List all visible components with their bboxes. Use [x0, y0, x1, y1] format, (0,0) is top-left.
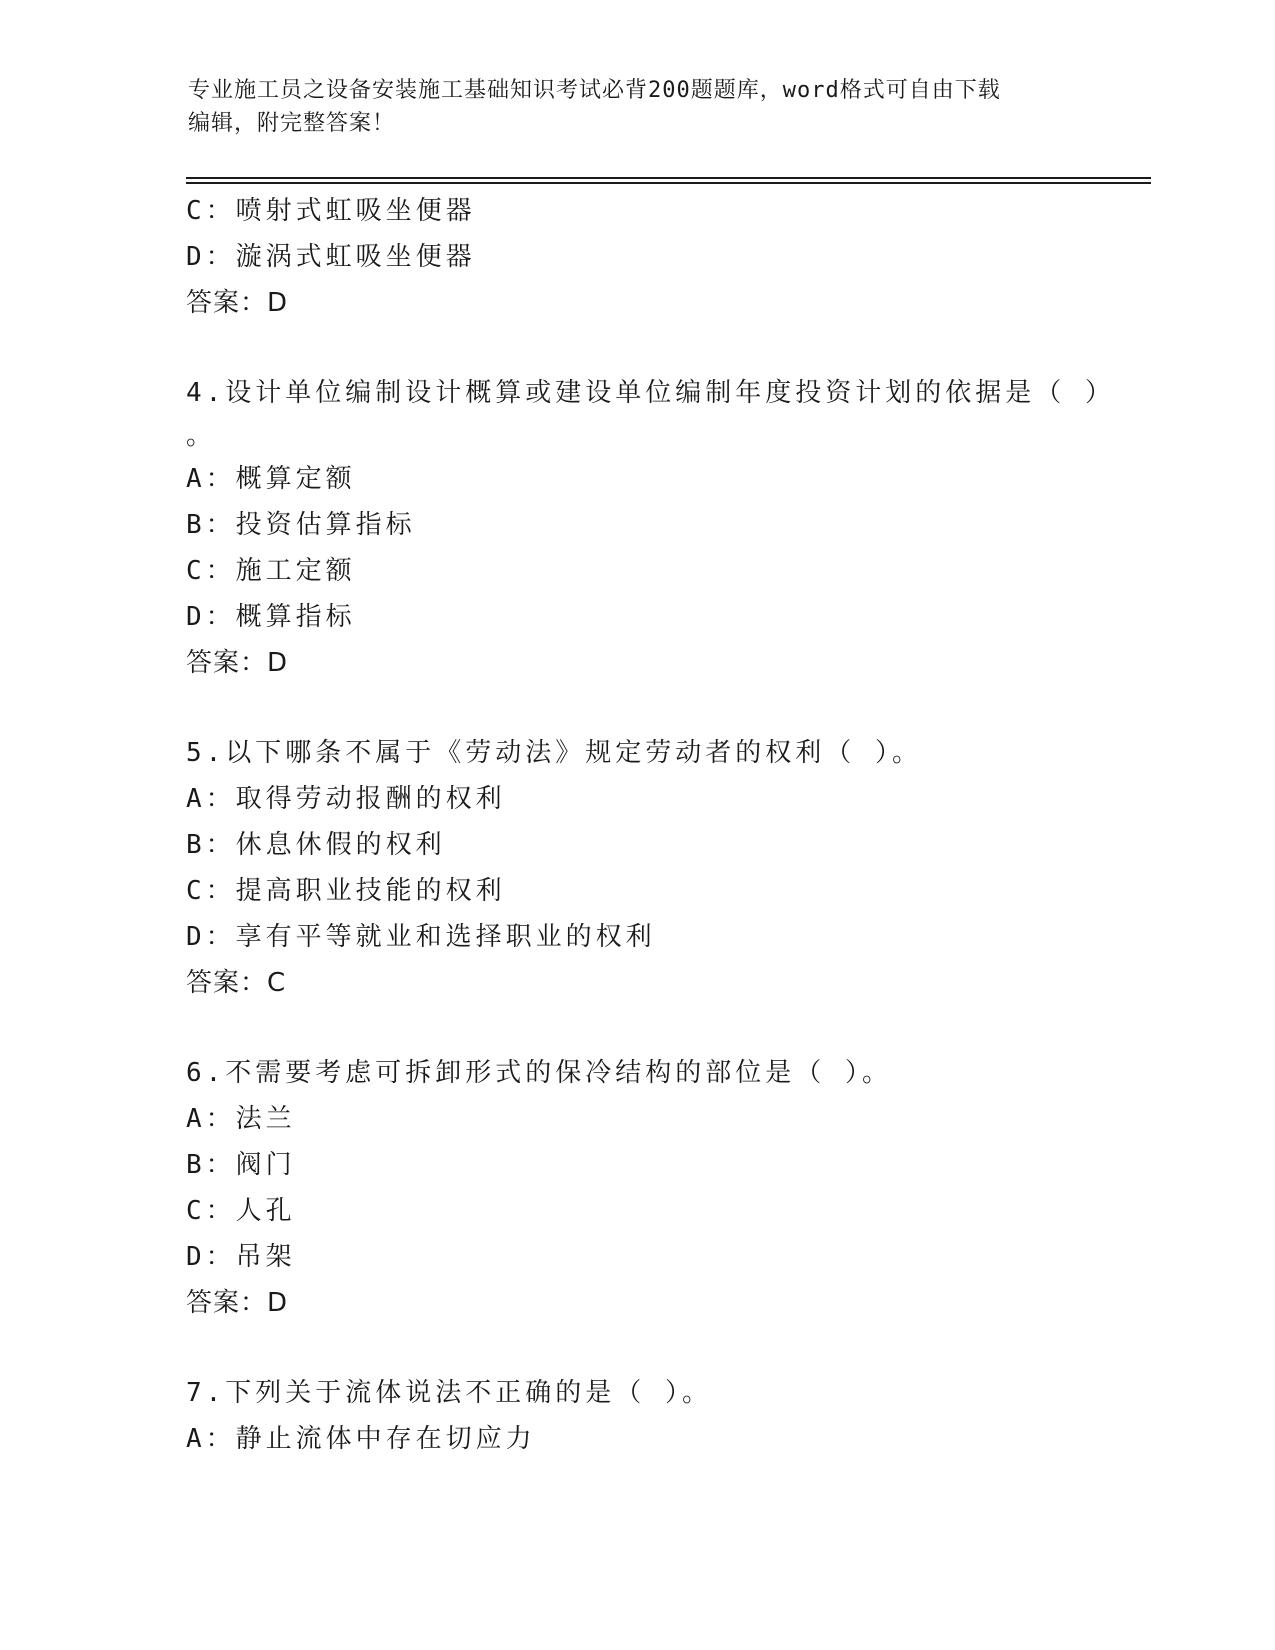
- option-b: B：投资估算指标: [186, 510, 416, 540]
- question-3: [186, 188, 1086, 326]
- option-b: B：休息休假的权利: [186, 830, 446, 860]
- question-text: 5.以下哪条不属于《劳动法》规定劳动者的权利（ ）。: [186, 738, 922, 768]
- option-a: A：静止流体中存在切应力: [186, 1424, 536, 1454]
- option-a: A：取得劳动报酬的权利: [186, 784, 506, 814]
- answer-line: 答案：D: [186, 648, 289, 678]
- spacer: [186, 686, 1086, 730]
- option-b: B：阀门: [186, 1150, 296, 1180]
- option-c: C：人孔: [186, 1196, 296, 1226]
- question-list: [186, 188, 1115, 1462]
- option-d: D：吊架: [186, 1242, 296, 1272]
- question-text: 7.下列关于流体说法不正确的是（ ）。: [186, 1378, 712, 1408]
- option-a: A：法兰: [186, 1104, 296, 1134]
- option-d: D：漩涡式虹吸坐便器: [186, 242, 476, 272]
- answer-line: 答案：D: [186, 288, 289, 318]
- question-4: [186, 370, 1115, 686]
- option-d: D：享有平等就业和选择职业的权利: [186, 922, 656, 952]
- option-c: C：喷射式虹吸坐便器: [186, 196, 476, 226]
- spacer: [186, 1326, 1086, 1370]
- question-text: 4.设计单位编制设计概算或建设单位编制年度投资计划的依据是（ ）: [186, 378, 1115, 408]
- spacer: [186, 326, 1086, 370]
- question-text-continued: 。: [186, 421, 217, 451]
- question-6: [186, 1050, 1086, 1326]
- answer-line: 答案：D: [186, 1288, 289, 1318]
- header-line-2: 编辑，附完整答案！: [188, 111, 396, 136]
- option-a: A：概算定额: [186, 464, 356, 494]
- question-5: [186, 730, 1086, 1006]
- option-c: C：提高职业技能的权利: [186, 876, 506, 906]
- header-divider-top: [186, 177, 1151, 179]
- question-7: [186, 1370, 1086, 1462]
- option-c: C：施工定额: [186, 556, 356, 586]
- spacer: [186, 1006, 1086, 1050]
- header-divider-bottom: [186, 182, 1151, 184]
- answer-line: 答案：C: [186, 968, 287, 998]
- question-text: 6.不需要考虑可拆卸形式的保冷结构的部位是（ ）。: [186, 1058, 892, 1088]
- option-d: D：概算指标: [186, 602, 356, 632]
- document-header: [188, 74, 1088, 140]
- header-line-1: 专业施工员之设备安装施工基础知识考试必背200题题库，word格式可自由下载: [188, 78, 1001, 103]
